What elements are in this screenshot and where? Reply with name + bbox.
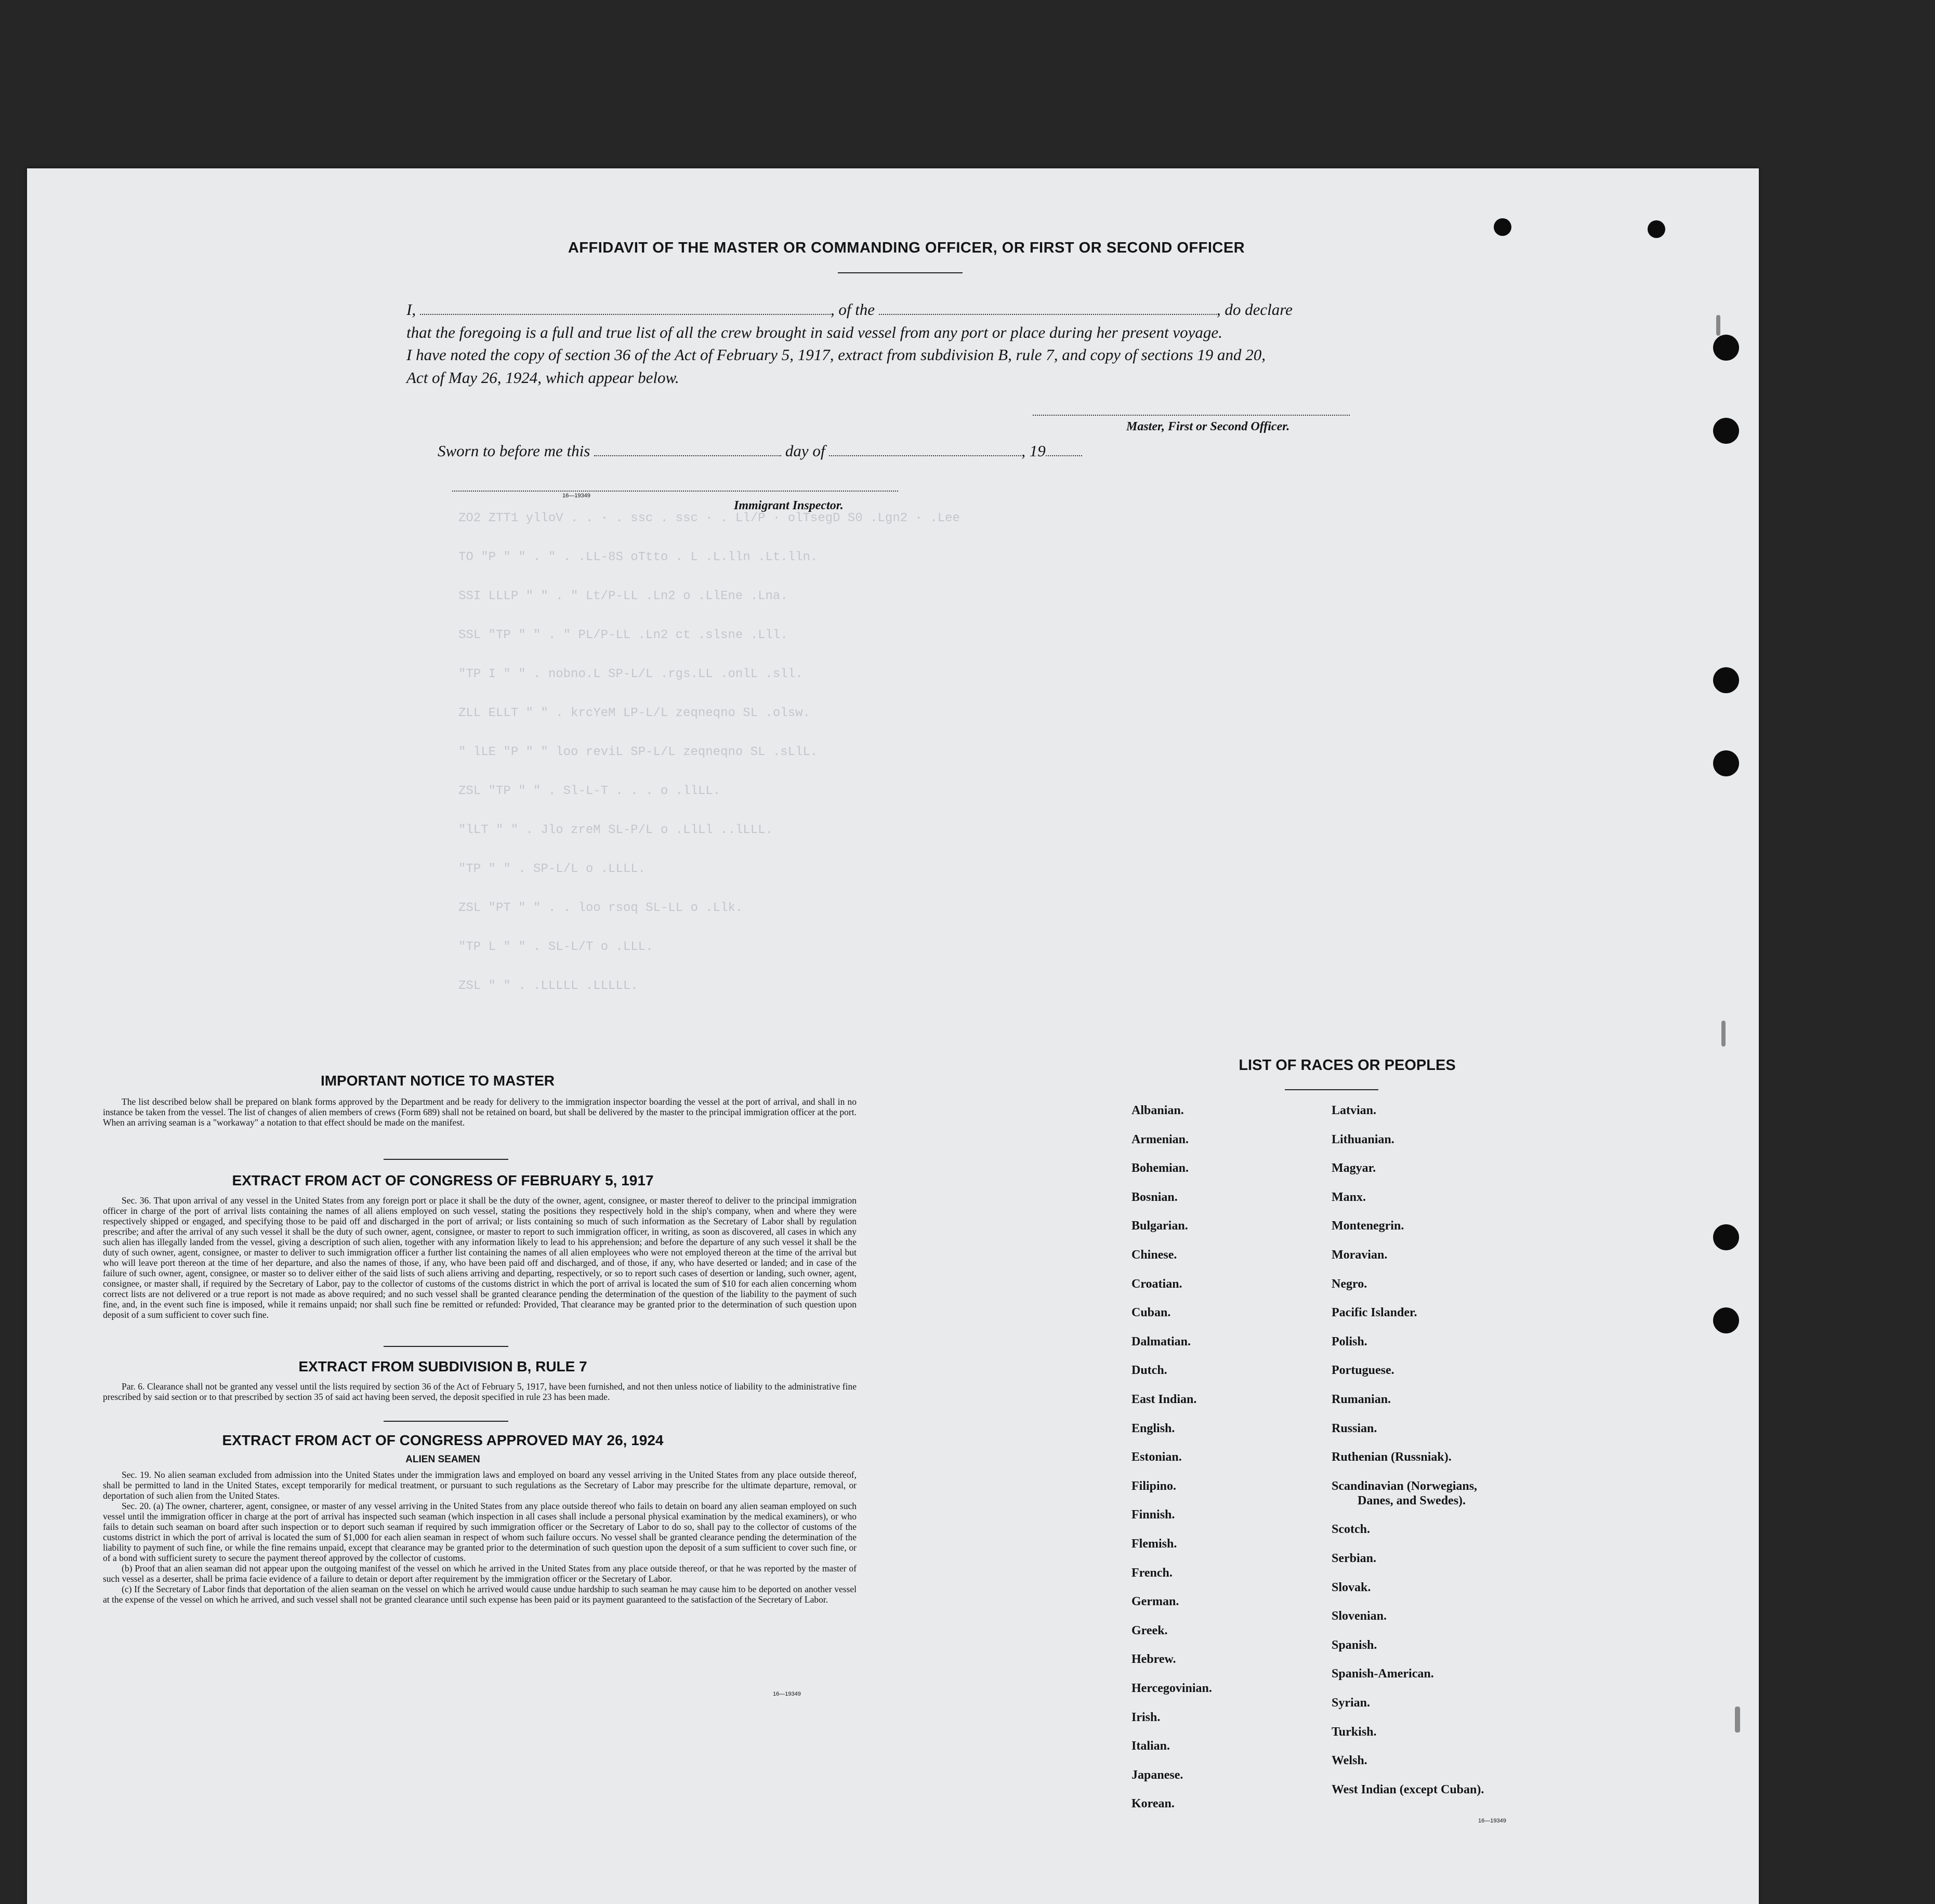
- race-item: Magyar.: [1332, 1161, 1376, 1175]
- signature-label: Master, First or Second Officer.: [1126, 420, 1290, 433]
- race-item: Finnish.: [1131, 1508, 1175, 1522]
- extract-1917-rule: [384, 1346, 508, 1347]
- race-item: Pacific Islander.: [1332, 1306, 1417, 1319]
- races-rule: [1285, 1089, 1378, 1090]
- race-item: Polish.: [1332, 1335, 1367, 1348]
- race-item: Bohemian.: [1131, 1161, 1189, 1175]
- punch-hole: [1713, 1307, 1739, 1333]
- race-item: Korean.: [1131, 1797, 1175, 1810]
- race-item: Russian.: [1332, 1422, 1377, 1435]
- sec-36-label: Sec. 36.: [122, 1195, 151, 1206]
- declaration-line-3: I have noted the copy of section 36 of the Act of February 5, 1917, extract from subdivision B, rule 7, and copy of sections 19 and 20,: [406, 346, 1266, 364]
- race-item: Bosnian.: [1131, 1191, 1178, 1204]
- race-item: Manx.: [1332, 1191, 1366, 1204]
- race-item: Negro.: [1332, 1277, 1367, 1291]
- sec-20a-text: Sec. 20. (a) The owner, charterer, agent, consignee, or master of any vessel arriving in the United States from any place outside thereof who fails to detain on board any alien seaman employed on such vessel until the immigration officer in charge at the port of arrival has inspected such seaman (which inspection in all cases shall include a personal physical examination by the medical examiners), or who fails to detain such seaman on board after such inspection or to deport such seaman if required by such immigration officer or the Secretary of Labor to do so, shall pay to the collector of customs of the customs district in which the port of arrival is located the sum of $1,000 for each alien seaman in respect of whom such failure occurs. No vessel shall be granted clearance pending the determination of the liability to payment of such fine, or while the fine remains unpaid, except that clearance may be granted prior to the determination of such question upon the deposit of a sum sufficient to cover such fine, or of a bond with sufficient surety to secure the payment thereof approved by the collector of customs.: [103, 1501, 857, 1563]
- sec-36-text: That upon arrival of any vessel in the United States from any foreign port or place it shall be the duty of the owner, agent, consignee, or master thereof to deliver to the principal immigration officer in charge of the port of arrival lists containing the names of all aliens employed on such vessel, stating the positions they respectively hold in the ship's company, when and where they were respectively shipped or engaged, and specifying those to be paid off and discharged in the port of arrival; or lists containing so much of such information as the Secretary of Labor shall by regulation prescribe; and after the arrival of any such vessel it shall be the duty of such owner, agent, consignee, or master to report to such immigration officer, in writing, as soon as discovered, all cases in which any such alien has illegally landed from the vessel, giving a description of such alien, together with any information likely to lead to his apprehension; and before the departure of any such vessel it shall be the duty of such owner, agent, consignee, or master to deliver to such immigration officer a further list containing the names of all alien employees who were not employed thereon at the time of the arrival but who will leave port thereon at the time of her departure, and also the names of those, if any, who have been paid off and discharged, and of those, if any, who have deserted or landed; and in case of the failure of such owner, agent, consignee, or master so to deliver either of the said lists of such aliens arriving and departing, respectively, or so to report such cases of desertion or landing, such owner, agent, consignee, or master shall, if required by the Secretary of Labor, pay to the collector of customs of the customs district in which the port of arrival is located the sum of $10 for each alien concerning whom correct lists are not delivered or a true report is not made as above required; and no such vessel shall be granted clearance pending the determination of the question of the liability to the payment of such fine, and, in the event such fine is imposed, while it remains unpaid; nor shall such fine be remitted or refunded: Provided, That clearance may be granted prior to the determination of such question upon deposit of a sum sufficient to cover such fine.: [103, 1195, 857, 1320]
- race-item: Slovenian.: [1332, 1609, 1387, 1623]
- declaration-line-2: that the foregoing is a full and true list of all the crew brought in said vessel from any port or place during her present voyage.: [406, 323, 1222, 341]
- do-declare-label: , do declare: [1216, 300, 1293, 319]
- alien-seamen-subheading: ALIEN SEAMEN: [405, 1454, 480, 1465]
- sec-20b-text: (b) Proof that an alien seaman did not appear upon the outgoing manifest of the vessel on which he arrived in the United States from any place outside thereof, or that he was reported by the master of such vessel as a deserter, shall be prima facie evidence of a failure to detain or deport after requirement by the immigration officer or the Secretary of Labor.: [103, 1563, 857, 1584]
- race-item: Danes, and Swedes).: [1358, 1494, 1466, 1508]
- name-blank: [420, 301, 831, 315]
- sworn-line: [438, 440, 1082, 462]
- inspector-label: Immigrant Inspector.: [734, 499, 844, 512]
- year-label: , 19: [1021, 442, 1046, 460]
- race-item: Ruthenian (Russniak).: [1332, 1450, 1452, 1464]
- extract-1917-heading: EXTRACT FROM ACT OF CONGRESS OF FEBRUARY 5, 1917: [232, 1172, 654, 1188]
- race-item: Flemish.: [1131, 1537, 1177, 1551]
- inspector-line: [452, 491, 898, 492]
- rule-7-paragraph: Par. 6. Clearance shall not be granted any vessel until the lists required by section 36 of the Act of February 5, 1917, have been furnished, and not then unless notice of liability to the administrative fine prescribed by said section or to that prescribed by section 35 of said act having been served, the deposit specified in rule 23 has been made.: [103, 1381, 857, 1402]
- race-item: Irish.: [1131, 1711, 1161, 1724]
- declaration-line-1: [406, 298, 1293, 321]
- rule-7-heading: EXTRACT FROM SUBDIVISION B, RULE 7: [298, 1358, 587, 1374]
- race-item: Dalmatian.: [1131, 1335, 1191, 1348]
- punch-hole: [1713, 335, 1739, 361]
- extract-1924-text: [103, 1470, 857, 1605]
- declaration-line-4: Act of May 26, 1924, which appear below.: [406, 368, 679, 387]
- document-sheet: [27, 168, 1759, 1904]
- race-item: Chinese.: [1131, 1248, 1177, 1262]
- race-item: Portuguese.: [1332, 1364, 1394, 1377]
- race-item: Lithuanian.: [1332, 1133, 1394, 1146]
- of-the-label: , of the: [830, 300, 875, 319]
- year-blank: [1046, 443, 1082, 456]
- form-number-bottom-left: 16—19349: [773, 1691, 801, 1697]
- race-item: Dutch.: [1131, 1364, 1167, 1377]
- punch-hole: [1713, 667, 1739, 693]
- rule-7-text: [103, 1381, 857, 1402]
- punch-hole: [1713, 418, 1739, 444]
- race-item: Croatian.: [1131, 1277, 1182, 1291]
- race-item: Scandinavian (Norwegians,: [1332, 1479, 1478, 1493]
- race-item: West Indian (except Cuban).: [1332, 1783, 1484, 1796]
- race-item: Montenegrin.: [1332, 1219, 1404, 1233]
- race-item: Scotch.: [1332, 1523, 1370, 1536]
- race-item: Serbian.: [1332, 1552, 1377, 1565]
- extract-1917-text: [103, 1195, 857, 1320]
- race-item: Greek.: [1131, 1624, 1168, 1637]
- race-item: Italian.: [1131, 1739, 1170, 1753]
- sworn-label: Sworn to before me this: [438, 442, 590, 460]
- race-item: German.: [1131, 1595, 1179, 1608]
- race-item: Syrian.: [1332, 1696, 1371, 1710]
- race-item: French.: [1131, 1566, 1173, 1580]
- races-heading: LIST OF RACES OR PEOPLES: [1239, 1057, 1456, 1074]
- form-number-top: 16—19349: [562, 493, 590, 499]
- race-item: East Indian.: [1131, 1393, 1197, 1406]
- sec-19-text: Sec. 19. No alien seaman excluded from admission into the United States under the immigration laws and employed on board any vessel arriving in the United States from any place outside thereof, shall be permitted to land in the United States, except temporarily for medical treatment, or pursuant to such regulations as the Secretary of Labor may prescribe for the ultimate departure, removal, or deportation of such alien from the United States.: [103, 1470, 857, 1501]
- race-item: Armenian.: [1131, 1133, 1189, 1146]
- race-item: Welsh.: [1332, 1754, 1367, 1767]
- race-item: Hebrew.: [1131, 1652, 1176, 1666]
- notice-paragraph: The list described below shall be prepared on blank forms approved by the Department and be ready for delivery to the immigration inspector boarding the vessel at the port of arrival, and shall in no instance be taken from the vessel. The list of changes of alien members of crews (Form 689) shall not be retained on board, but shall be delivered by the master to the principal immigration officer at the port. When an arriving seaman is a "workaway" a notation to that effect should be made on the manifest.: [103, 1096, 857, 1128]
- rule-7-rule: [384, 1421, 508, 1422]
- race-item: Cuban.: [1131, 1306, 1171, 1319]
- notice-rule: [384, 1159, 508, 1160]
- race-item: Rumanian.: [1332, 1393, 1391, 1406]
- sec-20c-text: (c) If the Secretary of Labor finds that deportation of the alien seaman on the vessel on which he arrived would cause undue hardship to such seaman he may cause him to be deported on another vessel at the expense of the vessel on which he arrived, and such vessel shall not be granted clearance until such expense has been paid or its payment guaranteed to the satisfaction of the Secretary of Labor.: [103, 1584, 857, 1605]
- race-item: Spanish-American.: [1332, 1667, 1434, 1681]
- race-item: English.: [1131, 1422, 1175, 1435]
- extract-1924-heading: EXTRACT FROM ACT OF CONGRESS APPROVED MAY 26, 1924: [222, 1432, 664, 1448]
- day-of-label: day of: [785, 442, 825, 460]
- month-blank: [829, 443, 1021, 456]
- race-item: Turkish.: [1332, 1725, 1377, 1739]
- form-number-bottom-right: 16—19349: [1478, 1818, 1506, 1824]
- race-item: Hercegovinian.: [1131, 1682, 1212, 1695]
- vessel-blank: [879, 301, 1217, 315]
- race-item: Albanian.: [1131, 1104, 1184, 1117]
- punch-hole: [1648, 220, 1665, 238]
- i-label: I,: [406, 300, 416, 319]
- title-rule: [838, 272, 963, 273]
- race-item: Bulgarian.: [1131, 1219, 1188, 1233]
- punch-hole: [1494, 218, 1511, 236]
- edge-mark: [1735, 1707, 1740, 1733]
- notice-text: [103, 1096, 857, 1128]
- sworn-day-blank: [594, 443, 781, 456]
- affidavit-title: AFFIDAVIT OF THE MASTER OR COMMANDING OFFICER, OR FIRST OR SECOND OFFICER: [568, 240, 1245, 256]
- race-item: Slovak.: [1332, 1581, 1371, 1594]
- edge-mark: [1716, 315, 1720, 336]
- edge-mark: [1721, 1021, 1726, 1047]
- race-item: Estonian.: [1131, 1450, 1182, 1464]
- signature-line: [1033, 415, 1350, 416]
- race-item: Spanish.: [1332, 1638, 1377, 1652]
- bleed-through-area: ZO2 ZTT1 ylloV . . · . ssc . ssc · . Ll/P · olTsegD S0 .Lgn2 · .Lee TO "P " " . " . .LL-8S oTtto . L .L.lln .Lt.lln. SSI LLLP " " . " Lt/P-LL .Ln2 o .LlEne .Lna. SSL "TP " " . " PL/P-LL .Ln2 ct .slsne .Lll. "TP I " " . nobno.L SP-L/L .rgs.LL .onlL .sll. ZLL ELLT " " . krcYeM LP-L/L zeqneqno SL .olsw. " lLE "P " " loo reviL SP-L/L zeqneqno SL .sLlL. ZSL "TP " " . Sl-L-T . . . o .llLL. "lLT " " . Jlo zreM SL-P/L o .LlLl ..lLLL. "TP " " . SP-L/L o .LLLL. ZSL "PT " " . . loo rsoq SL-LL o .Llk. "TP L " " . SL-L/T o .LLL. ZSL " " . .LLLLL .LLLLL.: [458, 511, 960, 993]
- notice-heading: IMPORTANT NOTICE TO MASTER: [320, 1073, 555, 1089]
- punch-hole: [1713, 1224, 1739, 1250]
- race-item: Moravian.: [1332, 1248, 1388, 1262]
- race-item: Japanese.: [1131, 1768, 1183, 1782]
- punch-hole: [1713, 750, 1739, 776]
- race-item: Latvian.: [1332, 1104, 1377, 1117]
- race-item: Filipino.: [1131, 1479, 1177, 1493]
